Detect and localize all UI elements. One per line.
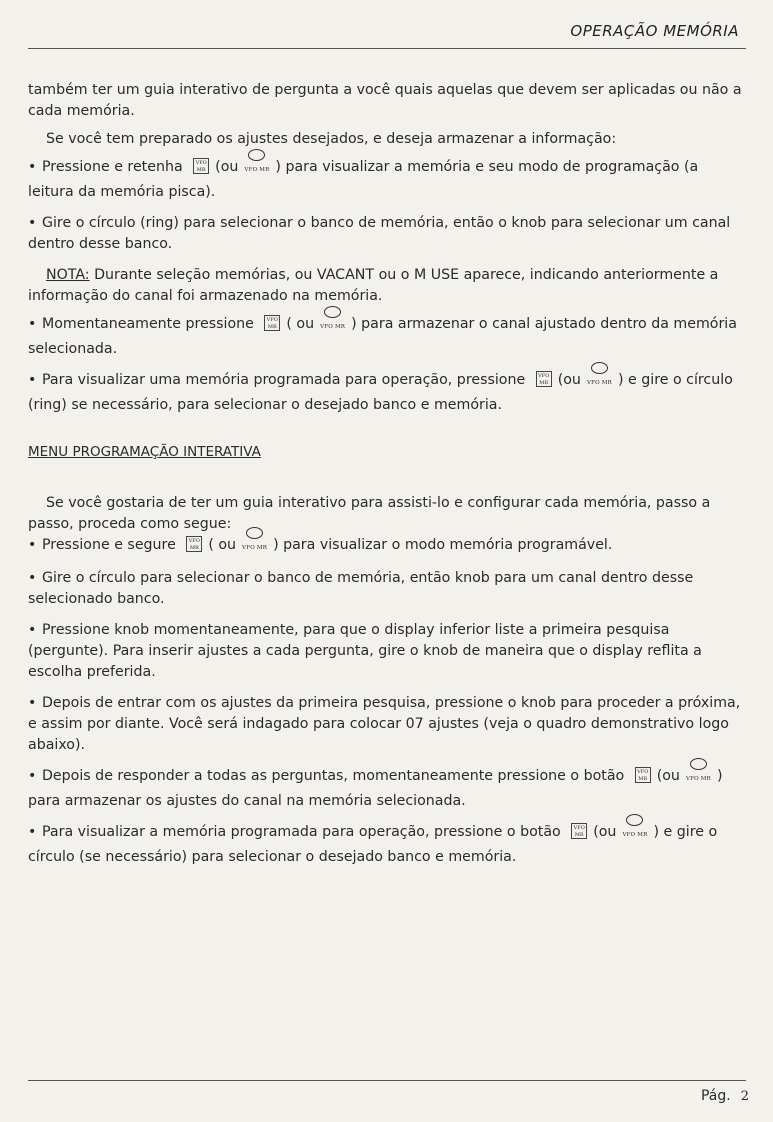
bullet-text: Pressione e segure xyxy=(42,537,176,553)
bullet-text: ) e gire o círculo (se necessário) para selecionar o desejado banco e memória. xyxy=(28,824,718,865)
step-press-hold xyxy=(28,535,746,560)
bullet-text: ) para armazenar o canal ajustado dentro da memória selecionada. xyxy=(28,316,737,357)
bullet-dot: • xyxy=(28,316,37,332)
page-number: 2 xyxy=(740,1089,749,1104)
bullet-text: ) para visualizar o modo memória programável. xyxy=(273,537,613,553)
bullet-dot: • xyxy=(28,622,37,638)
bullet-text: Pressione knob momentaneamente, para que o display inferior liste a primeira pesquisa (pergunte). Para inserir ajustes a cada pergunta, gire o knob de maneira que o display reflita a escolha preferida. xyxy=(28,622,702,680)
vfo-mr-ring-icon: VFO MR xyxy=(622,814,647,839)
bullet-dot: • xyxy=(28,215,37,231)
bullet-text: Para visualizar a memória programada para operação, pressione o botão xyxy=(42,824,561,840)
page-label: Pág. xyxy=(700,1088,731,1104)
step-press-knob xyxy=(28,620,746,683)
vfo-mr-ring-icon: VFO MR xyxy=(686,758,711,783)
bullet-dot: • xyxy=(28,537,37,553)
bullet-dot: • xyxy=(28,768,37,784)
bullet-text: ( ou xyxy=(286,316,315,332)
vfo-mr-key-icon: VFO MR xyxy=(571,823,587,839)
footer-divider xyxy=(28,1080,746,1081)
bullet-view-memory xyxy=(28,370,746,416)
note-text: Durante seleção memórias, ou VACANT ou o M USE aparece, indicando anteriormente a informação do canal foi armazenado na memória. xyxy=(28,267,719,304)
bullet-dot: • xyxy=(28,372,37,388)
intro-paragraph: também ter um guia interativo de pergunta a você quais aquelas que devem ser aplicadas ou não a cada memória. xyxy=(28,82,742,119)
vfo-mr-key-icon: VFO MR xyxy=(635,767,651,783)
bullet-dot: • xyxy=(28,824,37,840)
interactive-intro-paragraph: Se você gostaria de ter um guia interativo para assisti-lo e configurar cada memória, passo a passo, proceda como segue: xyxy=(28,495,711,532)
note-label: NOTA: xyxy=(46,267,90,283)
bullet-text: Depois de responder a todas as perguntas, momentaneamente pressione o botão xyxy=(42,768,625,784)
page-body xyxy=(28,80,746,868)
step-view-programmed xyxy=(28,822,746,868)
vfo-mr-ring-icon: VFO MR xyxy=(244,149,269,174)
bullet-turn-ring xyxy=(28,213,746,255)
bullet-dot: • xyxy=(28,159,37,175)
vfo-mr-key-icon: VFO MR xyxy=(186,536,202,552)
bullet-text: Depois de entrar com os ajustes da primeira pesquisa, pressione o knob para proceder a próxima, e assim por diante. Você será indagado para colocar 07 ajustes (veja o quadro demonstrativo logo abaixo). xyxy=(28,695,741,753)
bullet-text: ) para visualizar a memória e seu modo de programação (a leitura da memória pisca). xyxy=(28,159,699,200)
bullet-text: Gire o círculo (ring) para selecionar o banco de memória, então o knob para selecionar um canal dentro desse banco. xyxy=(28,215,731,252)
step-store-settings xyxy=(28,766,746,812)
prepared-settings-paragraph: Se você tem preparado os ajustes desejados, e deseja armazenar a informação: xyxy=(46,131,617,147)
vfo-mr-ring-icon: VFO MR xyxy=(320,306,345,331)
bullet-dot: • xyxy=(28,570,37,586)
step-enter-settings xyxy=(28,693,746,756)
vfo-mr-ring-icon: VFO MR xyxy=(242,527,267,552)
bullet-text: Para visualizar uma memória programada para operação, pressione xyxy=(42,372,526,388)
page-footer xyxy=(701,1088,749,1104)
page-header-title: OPERAÇÃO MEMÓRIA xyxy=(570,22,739,40)
bullet-press-hold xyxy=(28,157,746,203)
bullet-text: Gire o círculo para selecionar o banco de memória, então knob para um canal dentro desse selecionado banco. xyxy=(28,570,694,607)
bullet-momentary-press xyxy=(28,314,746,360)
header-divider xyxy=(28,48,746,49)
bullet-text: Pressione e retenha xyxy=(42,159,183,175)
section-title: MENU PROGRAMAÇÃO INTERATIVA xyxy=(28,444,261,460)
bullet-text: (ou xyxy=(557,372,581,388)
step-turn-ring xyxy=(28,568,746,610)
vfo-mr-key-icon: VFO MR xyxy=(264,315,280,331)
bullet-text: ( ou xyxy=(208,537,237,553)
note-paragraph xyxy=(28,265,746,307)
vfo-mr-ring-icon: VFO MR xyxy=(587,362,612,387)
bullet-text: ) para armazenar os ajustes do canal na memória selecionada. xyxy=(28,768,723,809)
bullet-text: (ou xyxy=(215,159,239,175)
bullet-dot: • xyxy=(28,695,37,711)
bullet-text: Momentaneamente pressione xyxy=(42,316,254,332)
bullet-text: (ou xyxy=(656,768,680,784)
vfo-mr-key-icon: VFO MR xyxy=(536,371,552,387)
bullet-text: ) e gire o círculo (ring) se necessário, para selecionar o desejado banco e memória. xyxy=(28,372,733,413)
bullet-text: (ou xyxy=(593,824,617,840)
vfo-mr-key-icon: VFO MR xyxy=(193,158,209,174)
